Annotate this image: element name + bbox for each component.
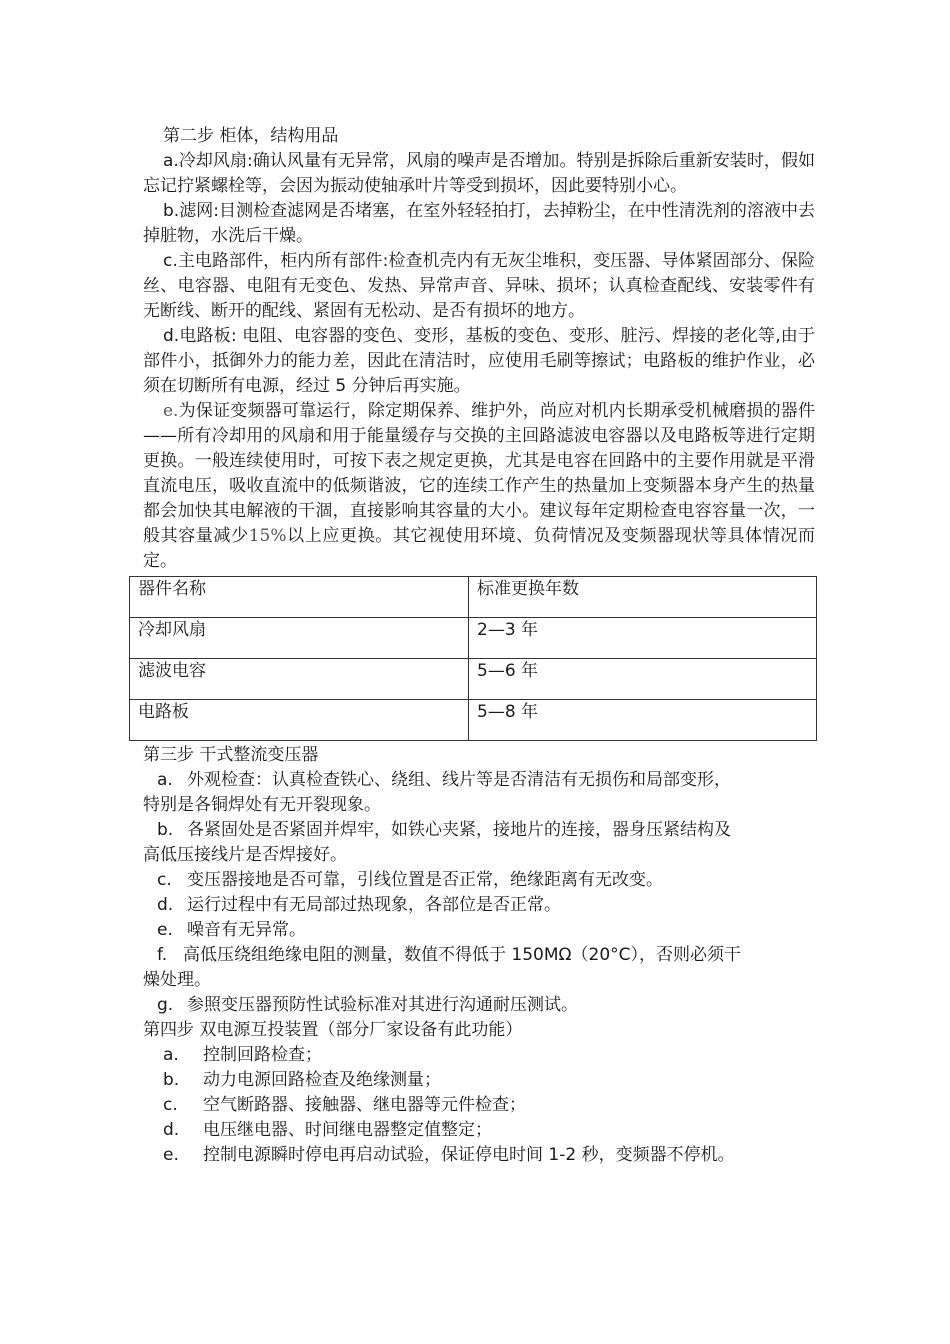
table-cell: 冷却风扇 [130,618,469,659]
step4-item-b [143,1068,815,1093]
step2-title: 第二步 柜体，结构用品 [163,126,339,146]
list-marker: d. [163,1120,180,1140]
table-cell: 滤波电容 [130,659,469,700]
step2-item-e-percent: 15% [248,526,287,546]
step3-title: 第三步 干式整流变压器 [143,745,319,765]
table-row [130,618,817,659]
step2-item-d: d.电路板: 电阻、电容器的变色、变形，基板的变色、变形、脏污、焊接的老化等,由于部件小，抵御外力的能力差，因此在清洁时，应使用毛刷等擦试；电路板的维护作业，必须在切断所有电源，经过 5 分钟后再实施。 [143,326,815,396]
step2-item-a: a.冷却风扇:确认风量有无异常，风扇的噪声是否增加。特别是拆除后重新安装时，假如忘记拧紧螺栓等，会因为振动使轴承叶片等受到损坏，因此要特别小心。 [143,151,815,196]
table-row [130,659,817,700]
table-cell: 5—8 年 [469,700,817,741]
list-marker: f. [157,945,168,965]
step2-item-b: b.滤网:目测检查滤网是否堵塞，在室外轻轻拍打，去掉粉尘，在中性清洗剂的溶液中去掉脏物，水洗后干燥。 [143,201,815,246]
step2-item-e-body-2: 以上应更换。其它视使用环境、负荷情况及变频器现状等具体情况而定。 [143,526,816,571]
list-item-text: 变压器接地是否可靠，引线位置是否正常，绝缘距离有无改变。 [187,870,663,890]
step3-item-b-cont: 高低压接线片是否焊接好。 [143,845,347,865]
document-page [138,124,816,1168]
list-item-text: 运行过程中有无局部过热现象，各部位是否正常。 [187,895,561,915]
list-item-text: 空气断路器、接触器、继电器等元件检查； [203,1095,526,1115]
step4-item-c [143,1093,815,1118]
list-item-text: 参照变压器预防性试验标准对其进行沟通耐压测试。 [187,995,578,1015]
step2-item-e-body-1: 为保证变频器可靠运行，除定期保养、维护外，尚应对机内长期承受机械磨损的器件——所有冷却用的风扇和用于能量缓存与交换的主回路滤波电容器以及电路板等进行定期更换。一般连续使用时，可按下表之规定更换，尤其是电容在回路中的主要作用就是平滑直流电压，吸收直流中的低频谐波，它的连续工作产生的热量加上变频器本身产生的热量都会加快其电解液的干涸，直接影响其容量的大小。建议每年定期检查电容容量一次，一般其容量减少 [143,401,815,546]
table-header-row [130,577,817,618]
step4-item-e [143,1143,815,1168]
step3-item-f-cont: 燥处理。 [143,970,211,990]
step3-item-d [143,893,815,918]
table-header-cell: 标准更换年数 [469,577,817,618]
table-cell: 5—6 年 [469,659,817,700]
step3-item-a-cont: 特别是各铜焊处有无开裂现象。 [143,795,381,815]
list-marker: e. [163,1145,179,1165]
step4-title: 第四步 双电源互投装置（部分厂家设备有此功能） [143,1020,523,1040]
list-marker: a. [163,1045,179,1065]
list-item-text: 电压继电器、时间继电器整定值整定； [203,1120,492,1140]
list-marker: g. [157,995,174,1015]
table-cell: 电路板 [130,700,469,741]
list-item-text: 控制回路检查； [203,1045,322,1065]
step4-item-d [143,1118,815,1143]
table-header-cell: 器件名称 [130,577,469,618]
step3-item-f [143,943,815,968]
step3-item-a [143,768,815,793]
step3-item-g [143,993,815,1018]
table-row [130,700,817,741]
step3-item-b [143,818,815,843]
step3-item-e [143,918,815,943]
list-item-text: 动力电源回路检查及绝缘测量； [203,1070,441,1090]
list-item-text: 高低压绕组绝缘电阻的测量，数值不得低于 150MΩ（20°C），否则必须干 [183,945,742,965]
step3-item-c [143,868,815,893]
step2-item-e [143,399,815,574]
replacement-table [129,576,817,741]
list-marker: c. [163,1095,178,1115]
list-marker: d. [157,895,174,915]
step4-item-a [143,1043,815,1068]
list-item-text: 外观检查：认真检查铁心、绕组、线片等是否清洁有无损伤和局部变形， [187,770,731,790]
table-cell: 2—3 年 [469,618,817,659]
list-item-text: 控制电源瞬时停电再启动试验，保证停电时间 1-2 秒，变频器不停机。 [203,1145,735,1165]
list-item-text: 噪音有无异常。 [187,920,306,940]
step2-item-c: c.主电路部件，柜内所有部件:检查机壳内有无灰尘堆积，变压器、导体紧固部分、保险丝、电容器、电阻有无变色、发热、异常声音、异味、损坏；认真检查配线、安装零件有无断线、断开的配线、紧固有无松动、是否有损坏的地方。 [143,251,815,321]
list-marker: e. [157,920,173,940]
step2-item-e-label: e. [163,401,179,421]
list-marker: a. [157,770,173,790]
list-marker: b. [157,820,174,840]
list-marker: c. [157,870,172,890]
list-marker: b. [163,1070,180,1090]
list-item-text: 各紧固处是否紧固并焊牢，如铁心夹紧，接地片的连接，器身压紧结构及 [187,820,731,840]
